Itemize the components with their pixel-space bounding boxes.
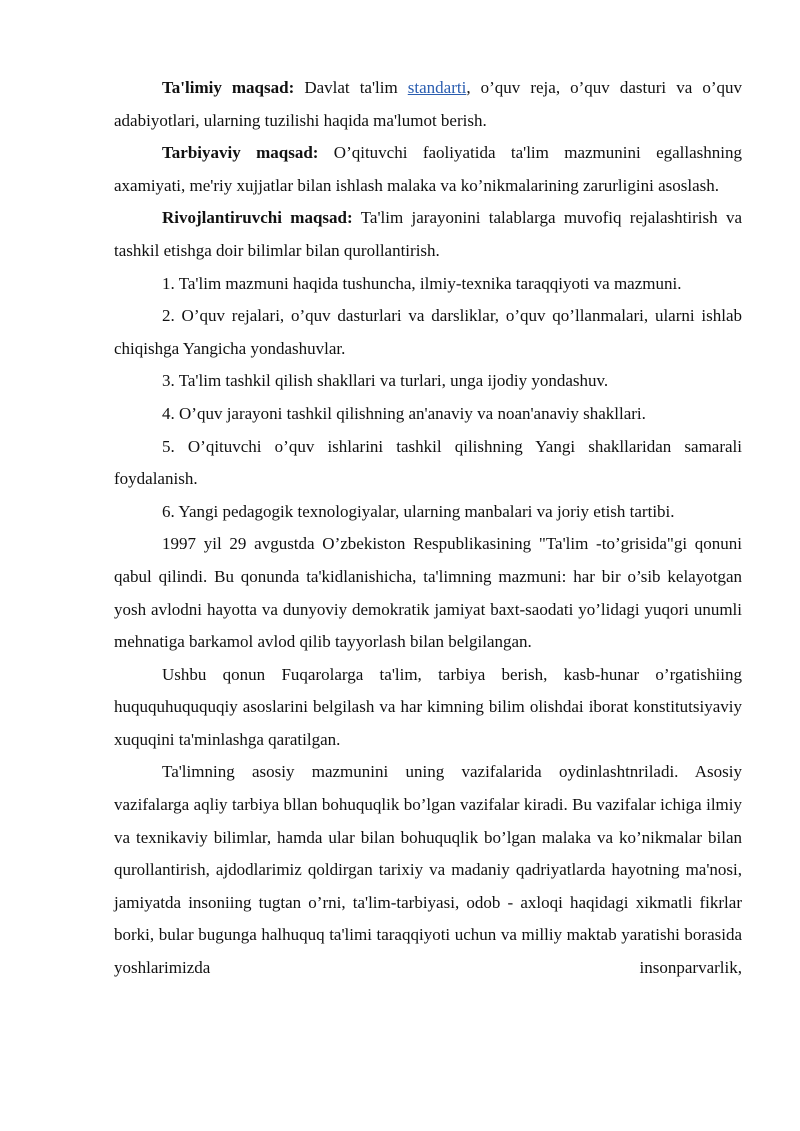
law-paragraph: 1997 yil 29 avgustda O’zbekiston Respublikasining "Ta'lim -to’grisida"gi qonuni qabul qilindi. Bu qonunda ta'kidlanishicha, ta'limning mazmuni: har bir o’sib kelayotgan yosh avlodni hayotta va dunyoviy demokratik jamiyat baxt-saodati yo’lidagi yuqori unumli mehnatiga barkamol avlod qilib tayyorlash bilan belgilangan. bbox=[114, 534, 742, 652]
list-item: 4. O’quv jarayoni tashkil qilishning an'anaviy va noan'anaviy shakllari. bbox=[162, 403, 646, 423]
educational-goal-text-end: , o’quv reja, o’quv dasturi va o’quv adabiyotlari, ularning tuzilishi haqida ma'lumot berish. bbox=[114, 78, 742, 130]
educational-goal-paragraph bbox=[114, 72, 742, 137]
list-item: 1. Ta'lim mazmuni haqida tushuncha, ilmiy-texnika taraqqiyoti va mazmuni. bbox=[162, 273, 682, 293]
list-item: 2. O’quv rejalari, o’quv dasturlari va darsliklar, o’quv qo’llanmalari, ularni ishlab chiqishga Yangicha yondashuvlar. bbox=[114, 306, 742, 358]
law-purpose-paragraph: Ushbu qonun Fuqarolarga ta'lim, tarbiya berish, kasb-hunar o’rgatishiing huququhuququqiy asoslarini belgilash va har kimning bilim olishdai iborat konstitutsiyaviy xuquqini ta'minlashga qaratilgan. bbox=[114, 664, 742, 749]
list-item: 6. Yangi pedagogik texnologiyalar, ularning manbalari va joriy etish tartibi. bbox=[162, 501, 675, 521]
educational-goal-text-start: Davlat ta'lim bbox=[294, 78, 408, 97]
upbringing-goal-text: O’qituvchi faoliyatida ta'lim mazmunini egallashning axamiyati, me'riy xujjatlar bilan ishlash malaka va ko’nikmalarining zarurligini asoslash. bbox=[114, 143, 742, 195]
upbringing-goal-paragraph bbox=[114, 137, 742, 202]
developmental-goal-heading: Rivojlantiruvchi maqsad: bbox=[162, 208, 353, 228]
educational-goal-heading: Ta'limiy maqsad: bbox=[162, 78, 295, 97]
upbringing-goal-heading: Tarbiyaviy maqsad: bbox=[162, 143, 319, 163]
developmental-goal-paragraph bbox=[114, 202, 742, 267]
list-item: 5. O’qituvchi o’quv ishlarini tashkil qilishning Yangi shakllaridan samarali foydalanish. bbox=[114, 436, 742, 489]
standard-link[interactable]: standarti bbox=[407, 78, 467, 97]
list-item: 3. Ta'lim tashkil qilish shakllari va turlari, unga ijodiy yondashuv. bbox=[162, 371, 609, 391]
document-page bbox=[114, 72, 742, 985]
education-tasks-paragraph: Ta'limning asosiy mazmunini uning vazifalarida oydinlashtnriladi. Asosiy vazifalarga aqliy tarbiya bllan bohuquqlik bo’lgan vazifalar kiradi. Bu vazifalar ichiga ilmiy va texnikaviy bilimlar, hamda ular bilan bohuquqlik bo’lgan malaka va ko’nikmalar bilan qurollantirish, ajdodlarimiz qoldirgan tarixiy va madaniy qadriyatlarda hayotning ma'nosi, jamiyatda insoniing tugtan o’rni, ta'lim-tarbiyasi, odob - axloqi haqidagi xikmatli fikrlar borki, bular bugunga halhuquq ta'limi taraqqiyoti uchun va milliy maktab yaratishi borasida yoshlarimizda insonparvarlik, bbox=[114, 762, 742, 978]
developmental-goal-text: Ta'lim jarayonini talablarga muvofiq rejalashtirish va tashkil etishga doir bilimlar bilan qurollantirish. bbox=[114, 208, 742, 260]
